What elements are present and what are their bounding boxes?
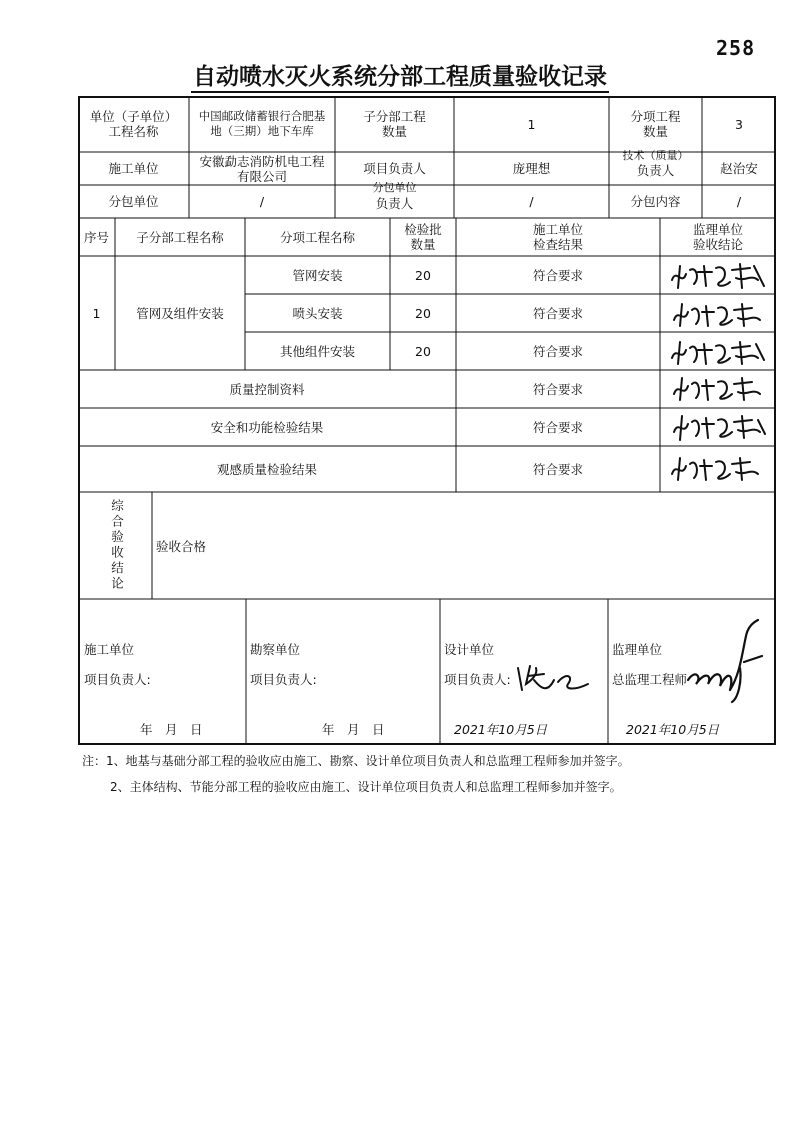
summary-row-check: 符合要求 xyxy=(532,461,583,477)
summary-row-check: 符合要求 xyxy=(532,381,583,397)
unit-name-label: 单位（子单位） 工程名称 xyxy=(89,109,178,139)
subcontract-content-label: 分包内容 xyxy=(630,194,681,209)
handwritten-conclusion-signature xyxy=(666,336,771,368)
signoff-date-design: 2021年10月5日 xyxy=(454,722,548,737)
project-manager-label: 项目负责人 xyxy=(363,161,426,176)
table-row-check: 符合要求 xyxy=(532,343,583,359)
note-2: 2、主体结构、节能分部工程的验收应由施工、设计单位项目负责人和总监理工程师参加并签字。 xyxy=(110,780,622,794)
subcontract-content-value: / xyxy=(736,194,742,209)
table-row-batch: 20 xyxy=(415,343,431,359)
signoff-person-construction: 项目负责人: xyxy=(84,672,151,687)
table-row-batch: 20 xyxy=(415,305,431,321)
summary-row-label: 质量控制资料 xyxy=(229,381,305,397)
construction-unit-label: 施工单位 xyxy=(108,161,159,176)
project-manager-value: 庞理想 xyxy=(512,161,551,176)
unit-name-value: 中国邮政储蓄银行合肥基 地（三期）地下车库 xyxy=(198,109,326,138)
signoff-date-supervision: 2021年10月5日 xyxy=(626,722,720,737)
signoff-date-survey: 年 月 日 xyxy=(322,722,385,737)
supervisor-signature xyxy=(684,618,774,704)
item-count-value: 3 xyxy=(735,116,743,132)
construction-unit-value: 安徽勐志消防机电工程 有限公司 xyxy=(199,153,325,184)
note-1: 注：1、地基与基础分部工程的验收应由施工、勘察、设计单位项目负责人和总监理工程师参加并签字。 xyxy=(82,754,630,768)
tech-lead-label-bottom: 负责人 xyxy=(636,163,675,178)
signoff-unit-design: 设计单位 xyxy=(444,642,495,657)
table-row-item: 管网安装 xyxy=(292,267,343,283)
signoff-person-supervision: 总监理工程师 xyxy=(612,672,688,687)
subcontractor-lead-value: / xyxy=(529,194,534,209)
subcontractor-lead-label-bottom: 负责人 xyxy=(375,196,414,211)
summary-row-label: 观感质量检验结果 xyxy=(216,461,317,477)
designer-signature xyxy=(514,662,604,696)
col-batch-count: 检验批 数量 xyxy=(404,222,442,252)
acceptance-record-table xyxy=(78,96,776,745)
handwritten-conclusion-signature xyxy=(666,298,771,330)
tech-lead-label-top: 技术（质量） xyxy=(622,150,689,161)
page-number: 258 xyxy=(716,36,756,60)
table-row-item: 喷头安装 xyxy=(292,305,343,321)
signoff-unit-supervision: 监理单位 xyxy=(612,642,663,657)
signoff-person-design: 项目负责人: xyxy=(444,672,511,687)
tech-lead-value: 赵治安 xyxy=(720,161,758,176)
signoff-date-construction: 年 月 日 xyxy=(140,722,203,737)
table-row-batch: 20 xyxy=(415,267,431,283)
signoff-person-survey: 项目负责人: xyxy=(250,672,317,687)
row-group-seq: 1 xyxy=(92,305,101,321)
subcontractor-label: 分包单位 xyxy=(108,194,159,209)
conclusion-label: 综合验收结论 xyxy=(109,499,125,592)
row-group-sub-name: 管网及组件安装 xyxy=(136,305,224,321)
table-row-check: 符合要求 xyxy=(532,267,583,283)
col-seq: 序号 xyxy=(83,229,109,245)
table-row-check: 符合要求 xyxy=(532,305,583,321)
handwritten-conclusion-signature xyxy=(666,452,771,484)
signoff-unit-survey: 勘察单位 xyxy=(250,642,301,657)
col-sub-division-name: 子分部工程名称 xyxy=(136,229,224,245)
table-row-item: 其他组件安装 xyxy=(279,343,355,359)
subcontractor-lead-label-top: 分包单位 xyxy=(372,182,417,193)
item-count-label: 分项工程 数量 xyxy=(630,109,681,139)
summary-row-label: 安全和功能检验结果 xyxy=(210,419,324,435)
sub-division-count-label: 子分部工程 数量 xyxy=(363,109,426,139)
handwritten-conclusion-signature xyxy=(666,260,771,292)
conclusion-value: 验收合格 xyxy=(156,539,207,554)
handwritten-conclusion-signature xyxy=(666,374,771,406)
sub-division-count-value: 1 xyxy=(527,116,536,132)
col-acceptance: 监理单位 验收结论 xyxy=(692,222,743,252)
summary-row-check: 符合要求 xyxy=(532,419,583,435)
col-item-name: 分项工程名称 xyxy=(279,229,355,245)
signoff-unit-construction: 施工单位 xyxy=(84,642,135,657)
subcontractor-value: / xyxy=(259,194,265,209)
handwritten-conclusion-signature xyxy=(666,412,771,444)
page-title: 自动喷水灭火系统分部工程质量验收记录 xyxy=(0,58,800,91)
col-check-result: 施工单位 检查结果 xyxy=(532,222,583,252)
